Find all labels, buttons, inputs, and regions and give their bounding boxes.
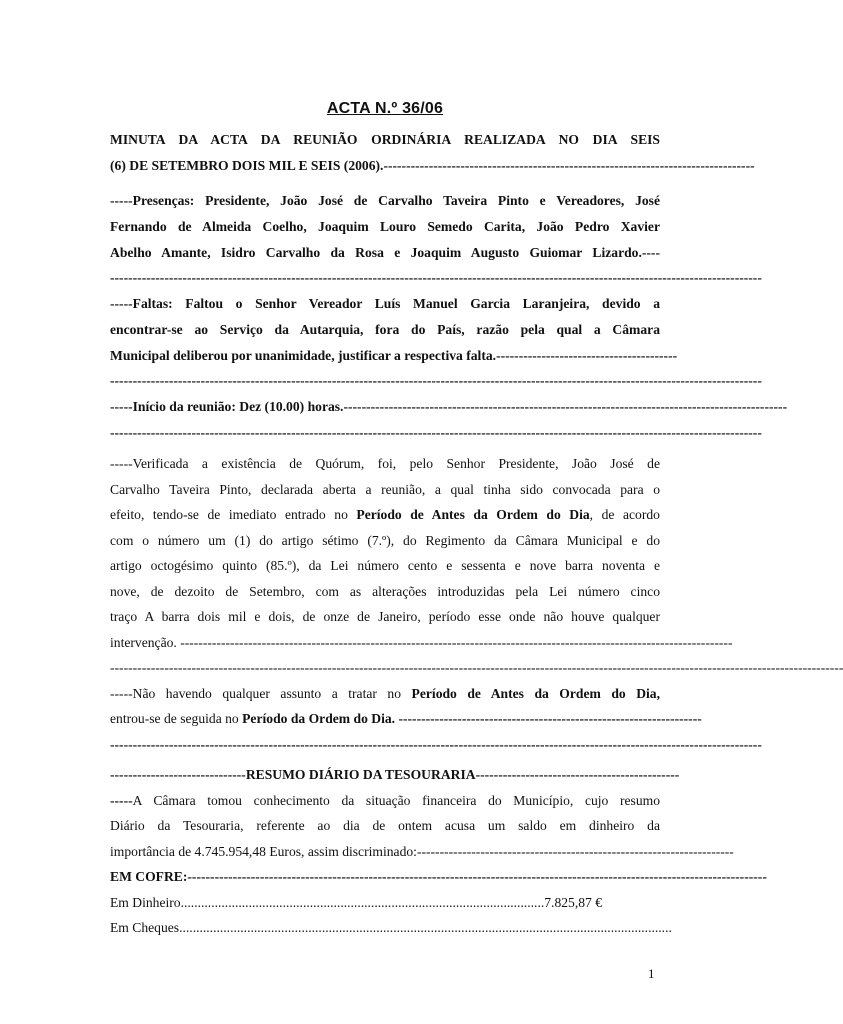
document-title: ACTA N.º 36/06 — [326, 100, 444, 117]
quorum-line-3: efeito, tendo-se de imediato entrado no Período de Antes da Ordem do Dia, de acordo — [110, 507, 660, 522]
resumo-heading: ------------------------------RESUMO DIÁRIO DA TESOURARIA--------------------------------------------- — [110, 767, 680, 782]
quorum-line-6: nove, de dezoito de Setembro, com as alterações introduzidas pela Lei número cinco — [110, 584, 660, 599]
presencas-line-2: Fernando de Almeida Coelho, Joaquim Louro Semedo Carita, João Pedro Xavier — [110, 219, 660, 234]
presencas-line-1: -----Presenças: Presidente, João José de Carvalho Taveira Pinto e Vereadores, José — [110, 193, 660, 208]
presencas-line-3: Abelho Amante, Isidro Carvalho da Rosa e Joaquim Augusto Guiomar Lizardo.---- — [110, 245, 660, 260]
dash-separator: ------------------------------------------------------------------------------------------------------------------------------------------------ — [110, 737, 762, 752]
heading-line-2: (6) DE SETEMBRO DOIS MIL E SEIS (2006).---------------------------------------------------------------------------------- — [110, 158, 755, 173]
quorum-line-4: com o número um (1) do artigo sétimo (7.º), do Regimento da Câmara Municipal e do — [110, 533, 660, 548]
quorum-line-7: traço A barra dois mil e dois, de onze de Janeiro, período esse onde não houve qualquer — [110, 609, 660, 624]
inicio-line: -----Início da reunião: Dez (10.00) horas.-------------------------------------------------------------------------------------------------- — [110, 399, 788, 414]
faltas-line-1: -----Faltas: Faltou o Senhor Vereador Luís Manuel Garcia Laranjeira, devido a — [110, 296, 660, 311]
resumo-line-1: -----A Câmara tomou conhecimento da situação financeira do Município, cujo resumo — [110, 793, 660, 808]
page-number: 1 — [648, 966, 655, 981]
ordem-line-2: entrou-se de seguida no Período da Ordem do Dia. ------------------------------------------------------------------- — [110, 711, 702, 726]
heading-line-1: MINUTA DA ACTA DA REUNIÃO ORDINÁRIA REALIZADA NO DIA SEIS — [110, 132, 660, 147]
em-cheques-line: Em Cheques................................................................................................................................................. — [110, 920, 672, 935]
quorum-line-2: Carvalho Taveira Pinto, declarada aberta a reunião, a qual tinha sido convocada para o — [110, 482, 660, 497]
quorum-line-1: -----Verificada a existência de Quórum, foi, pelo Senhor Presidente, João José de — [110, 456, 660, 471]
ordem-line-1: -----Não havendo qualquer assunto a tratar no Período de Antes da Ordem do Dia, — [110, 686, 661, 701]
dash-separator: ------------------------------------------------------------------------------------------------------------------------------------------------------------------ — [110, 660, 843, 675]
dash-separator: ------------------------------------------------------------------------------------------------------------------------------------------------ — [110, 425, 762, 440]
em-dinheiro-line: Em Dinheiro...........................................................................................................7.825,87 € — [110, 895, 603, 910]
faltas-line-3: Municipal deliberou por unanimidade, justificar a respectiva falta.---------------------------------------- — [110, 348, 678, 363]
quorum-line-5: artigo octogésimo quinto (85.º), da Lei número cento e sessenta e nove barra noventa e — [110, 558, 660, 573]
resumo-line-3: importância de 4.745.954,48 Euros, assim discriminado:---------------------------------------------------------------------- — [110, 844, 734, 859]
quorum-line-8: intervenção. -------------------------------------------------------------------------------------------------------------------------- — [110, 635, 733, 650]
faltas-line-2: encontrar-se ao Serviço da Autarquia, fora do País, razão pela qual a Câmara — [110, 322, 660, 337]
resumo-line-2: Diário da Tesouraria, referente ao dia de ontem acusa um saldo em dinheiro da — [110, 818, 660, 833]
dash-separator: ------------------------------------------------------------------------------------------------------------------------------------------------ — [110, 373, 762, 388]
em-cofre-line: EM COFRE:-------------------------------------------------------------------------------------------------------------------------------- — [110, 869, 767, 884]
dash-separator: ------------------------------------------------------------------------------------------------------------------------------------------------ — [110, 270, 762, 285]
